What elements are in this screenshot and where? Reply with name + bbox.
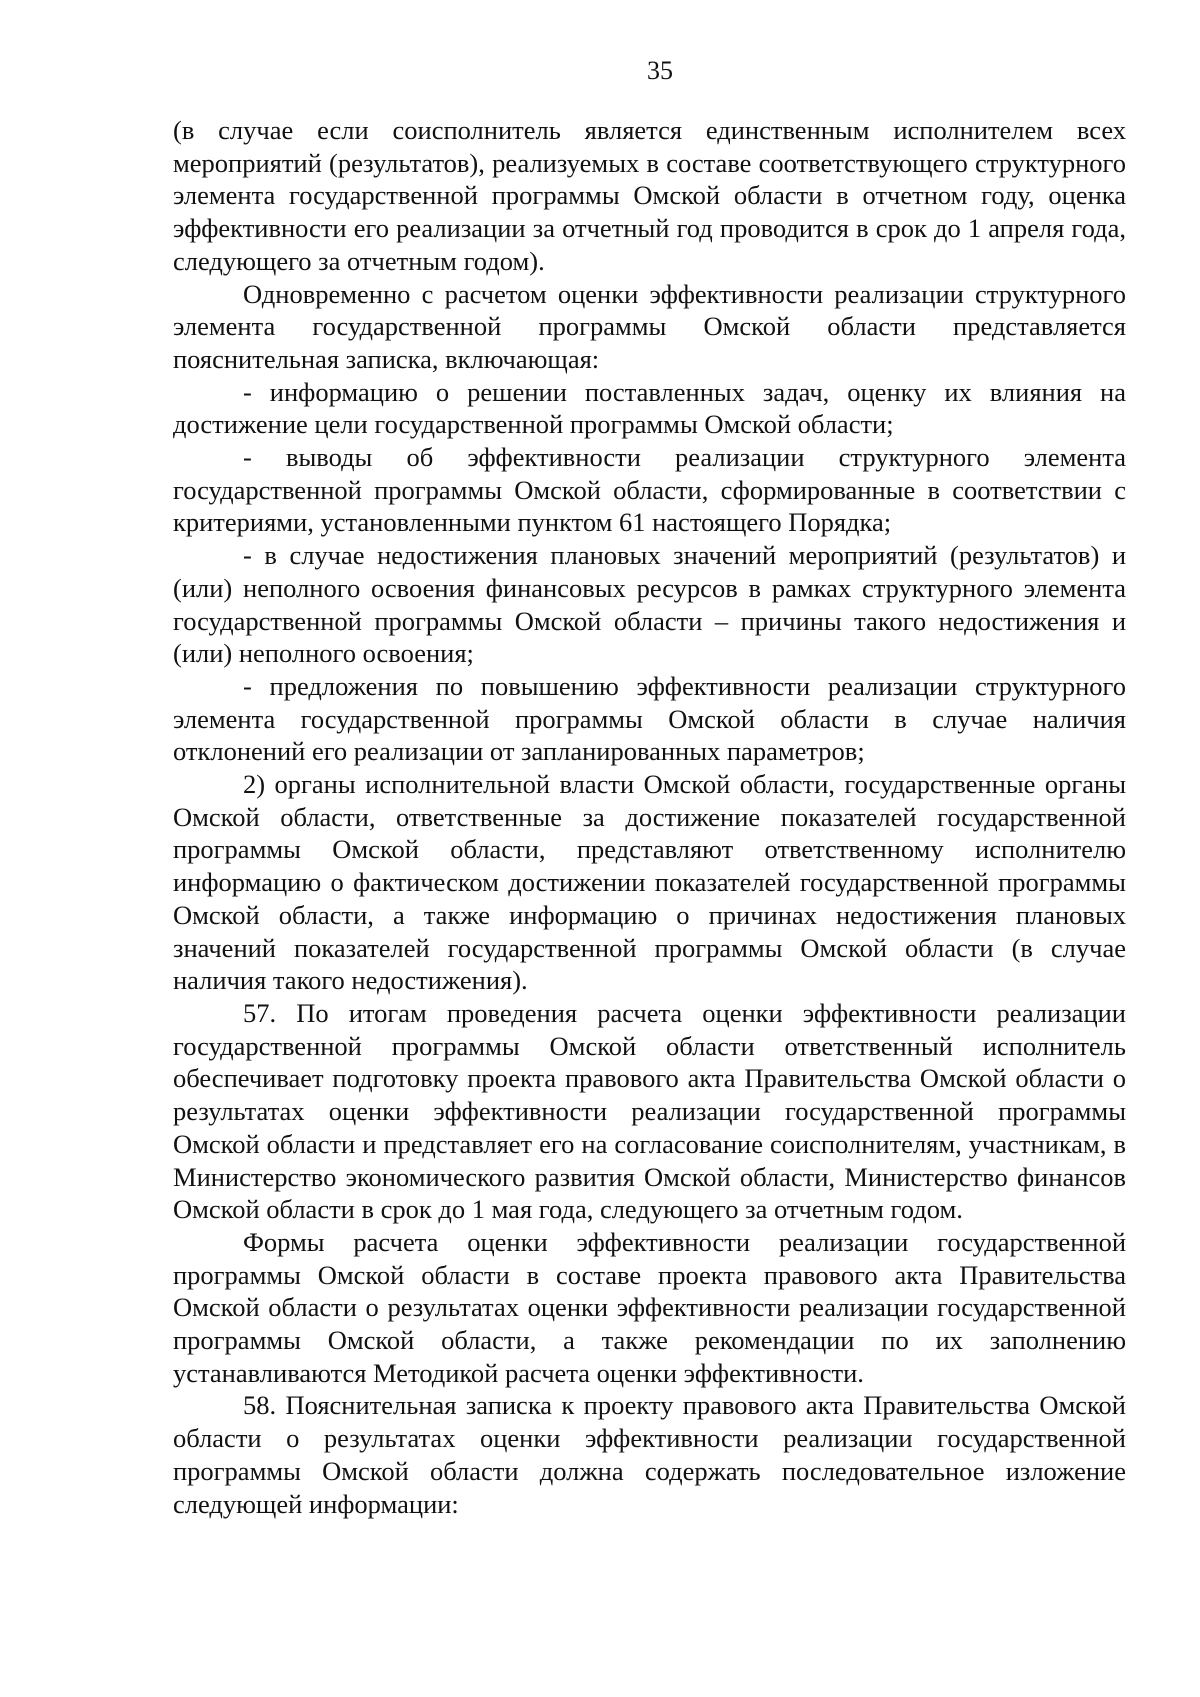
paragraph-calculation-forms: Формы расчета оценки эффективности реализации государственной программы Омской области в составе проекта правового акта Правительства Омской области о результатах оценки эффективности реализации государственной программы Омской области, а также рекомендации по их заполнению устанавливаются Методикой расчета оценки эффективности. [173, 1226, 1126, 1388]
page-number: 35 [647, 56, 673, 85]
list-item-tasks-info: - информацию о решении поставленных задач, оценку их влияния на достижение цели государственной программы Омской области; [173, 376, 1126, 440]
paragraph-item-2: 2) органы исполнительной власти Омской области, государственные органы Омской области, ответственные за достижение показателей государственной программы Омской области, представляют ответственному исполнителю информацию о фактическом достижении показателей государственной программы Омской области, а также информацию о причинах недостижения плановых значений показателей государственной программы Омской области (в случае наличия такого недостижения). [173, 769, 1126, 996]
paragraph-continuation: (в случае если соисполнитель является единственным исполнителем всех мероприятий (результатов), реализуемых в составе соответствующего структурного элемента государственной программы Омской области в отчетном году, оценка эффективности его реализации за отчетный год проводится в срок до 1 апреля года, следующего за отчетным годом). [173, 115, 1126, 276]
list-item-improvement-proposals: - предложения по повышению эффективности реализации структурного элемента государственной программы Омской области в случае наличия отклонений его реализации от запланированных параметров; [173, 670, 1126, 767]
paragraph-explanatory-note: Одновременно с расчетом оценки эффективности реализации структурного элемента государственной программы Омской области представляется пояснительная записка, включающая: [173, 278, 1126, 374]
document-body [173, 114, 1126, 1520]
paragraph-item-58: 58. Пояснительная записка к проекту правового акта Правительства Омской области о результатах оценки эффективности реализации государственной программы Омской области должна содержать последовательное изложение следующей информации: [173, 1390, 1126, 1519]
list-item-non-achievement-reasons: - в случае недостижения плановых значений мероприятий (результатов) и (или) неполного освоения финансовых ресурсов в рамках структурного элемента государственной программы Омской области – причины такого недостижения и (или) неполного освоения; [173, 540, 1126, 669]
paragraph-item-57: 57. По итогам проведения расчета оценки эффективности реализации государственной программы Омской области ответственный исполнитель обеспечивает подготовку проекта правового акта Правительства Омской области о результатах оценки эффективности реализации государственной программы Омской области и представляет его на согласование соисполнителям, участникам, в Министерство экономического развития Омской области, Министерство финансов Омской области в срок до 1 мая года, следующего за отчетным годом. [173, 997, 1126, 1225]
list-item-efficiency-conclusions: - выводы об эффективности реализации структурного элемента государственной программы Омской области, сформированные в соответствии с критериями, установленными пунктом 61 настоящего Порядка; [173, 442, 1126, 538]
